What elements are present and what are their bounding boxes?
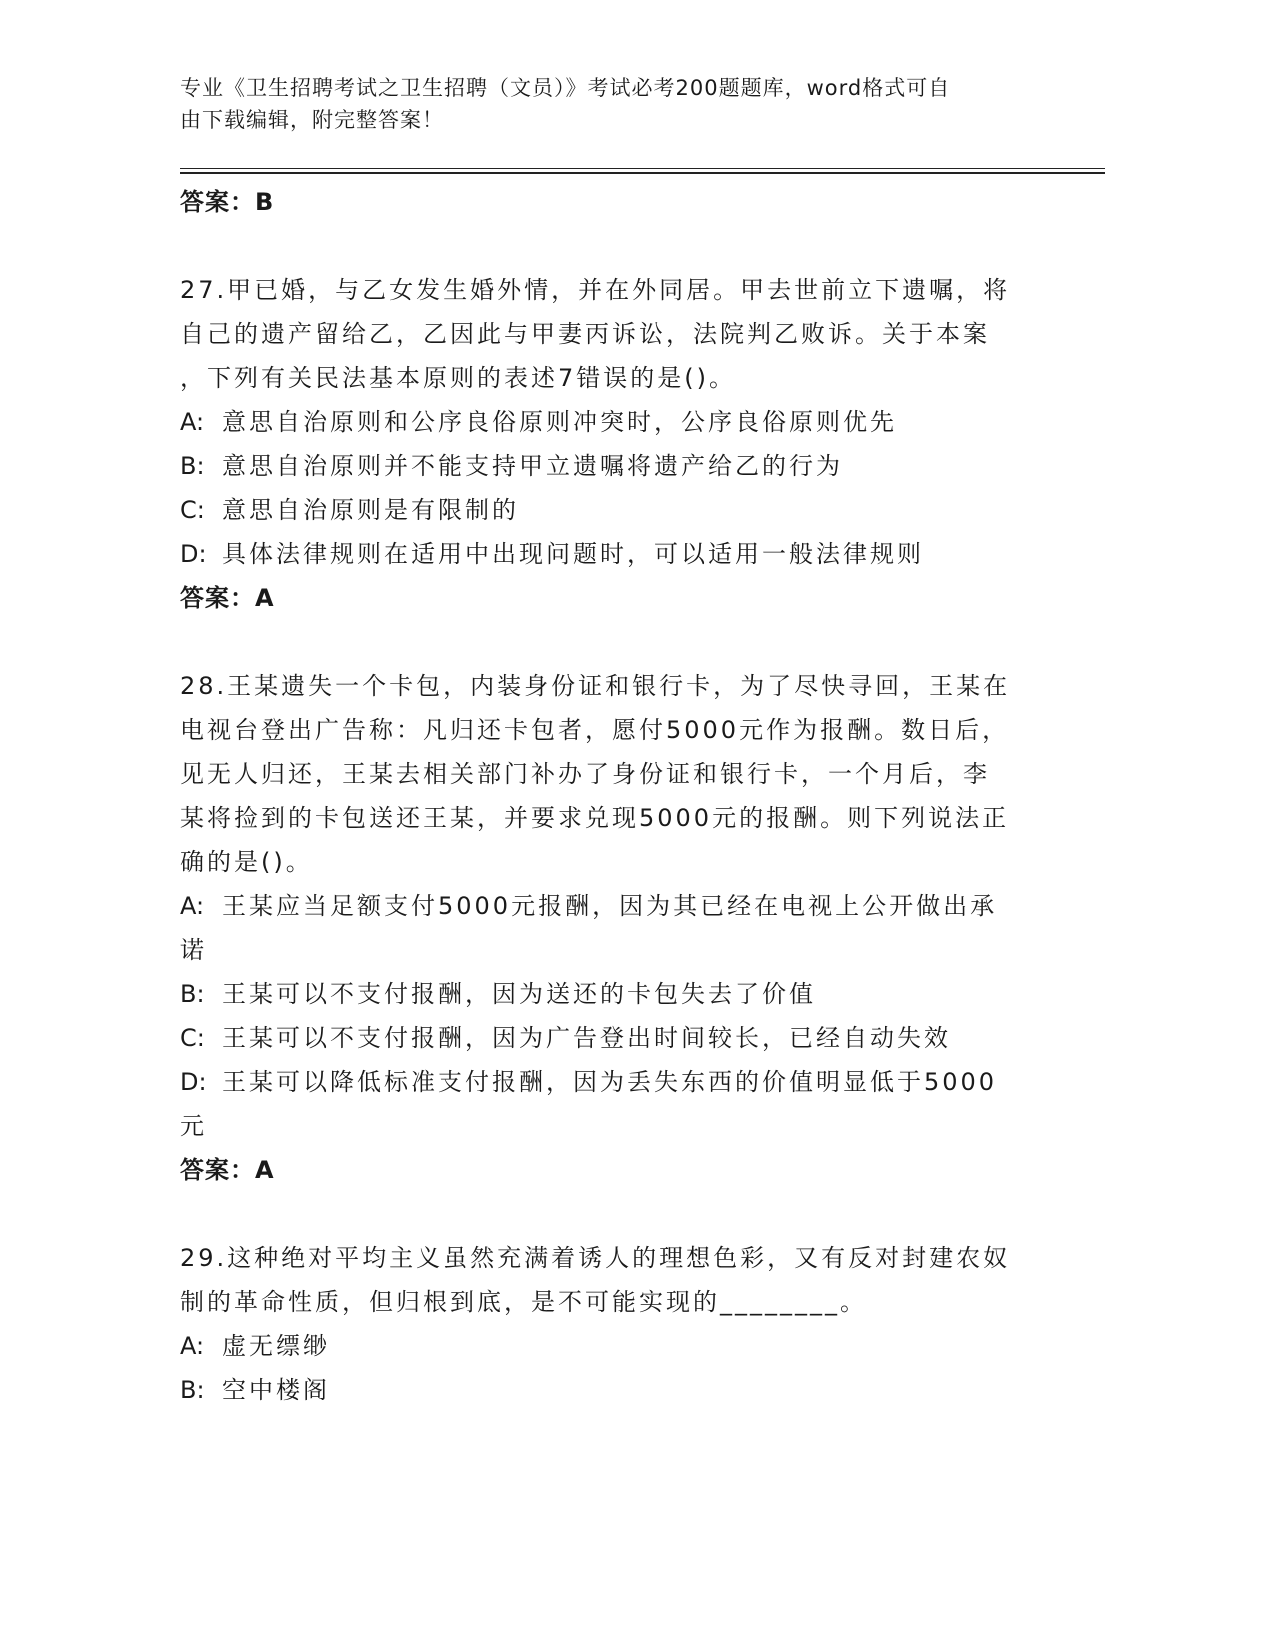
question-line: 制的革命性质，但归根到底，是不可能实现的________。 xyxy=(180,1288,867,1316)
option-text: 空中楼阁 xyxy=(222,1376,330,1404)
option-a xyxy=(180,884,1040,928)
header-rule-thin xyxy=(180,168,1105,169)
header-line-1: 专业《卫生招聘考试之卫生招聘（文员）》考试必考200题题库，word格式可自 xyxy=(180,76,951,100)
option-d xyxy=(180,1060,1040,1104)
option-text: 意思自治原则是有限制的 xyxy=(222,496,519,524)
option-letter: D: xyxy=(180,1068,207,1096)
option-d-continuation: 元 xyxy=(180,1112,207,1140)
option-letter: A: xyxy=(180,1332,205,1360)
document-body xyxy=(180,180,1040,1412)
option-text: 王某可以不支付报酬，因为广告登出时间较长，已经自动失效 xyxy=(222,1024,951,1052)
option-b xyxy=(180,972,1040,1016)
option-c xyxy=(180,488,1040,532)
question-line: 28.王某遗失一个卡包，内装身份证和银行卡，为了尽快寻回，王某在 xyxy=(180,672,1011,700)
option-letter: B: xyxy=(180,980,205,1008)
option-b xyxy=(180,1368,1040,1412)
question-line: 某将捡到的卡包送还王某，并要求兑现5000元的报酬。则下列说法正 xyxy=(180,804,1010,832)
option-text: 意思自治原则并不能支持甲立遗嘱将遗产给乙的行为 xyxy=(222,452,843,480)
option-letter: C: xyxy=(180,1024,205,1052)
question-28 xyxy=(180,664,1040,1192)
option-letter: C: xyxy=(180,496,205,524)
header-line-2: 由下载编辑，附完整答案！ xyxy=(180,108,444,132)
question-line: 电视台登出广告称：凡归还卡包者，愿付5000元作为报酬。数日后， xyxy=(180,716,1010,744)
question-line: 自己的遗产留给乙，乙因此与甲妻丙诉讼，法院判乙败诉。关于本案 xyxy=(180,320,990,348)
spacer xyxy=(180,224,1040,268)
question-line: ，下列有关民法基本原则的表述7错误的是()。 xyxy=(180,364,736,392)
header-rule-thick xyxy=(180,172,1105,174)
option-a xyxy=(180,1324,1040,1368)
option-letter: B: xyxy=(180,452,205,480)
option-letter: D: xyxy=(180,540,207,568)
option-d xyxy=(180,532,1040,576)
option-text: 虚无缥缈 xyxy=(222,1332,330,1360)
question-line: 确的是()。 xyxy=(180,848,313,876)
page-header xyxy=(180,72,1040,136)
previous-answer: 答案：B xyxy=(180,188,275,216)
option-c xyxy=(180,1016,1040,1060)
question-line: 见无人归还，王某去相关部门补办了身份证和银行卡，一个月后，李 xyxy=(180,760,990,788)
option-text: 意思自治原则和公序良俗原则冲突时，公序良俗原则优先 xyxy=(222,408,897,436)
spacer xyxy=(180,1192,1040,1236)
answer-line: 答案：A xyxy=(180,1156,275,1184)
option-letter: B: xyxy=(180,1376,205,1404)
answer-line: 答案：A xyxy=(180,584,275,612)
option-letter: A: xyxy=(180,892,205,920)
option-text: 王某可以降低标准支付报酬，因为丢失东西的价值明显低于5000 xyxy=(222,1068,998,1096)
option-letter: A: xyxy=(180,408,205,436)
option-a xyxy=(180,400,1040,444)
question-29 xyxy=(180,1236,1040,1412)
spacer xyxy=(180,620,1040,664)
option-text: 王某可以不支付报酬，因为送还的卡包失去了价值 xyxy=(222,980,816,1008)
question-27 xyxy=(180,268,1040,620)
question-line: 29.这种绝对平均主义虽然充满着诱人的理想色彩，又有反对封建农奴 xyxy=(180,1244,1011,1272)
question-line: 27.甲已婚，与乙女发生婚外情，并在外同居。甲去世前立下遗嘱，将 xyxy=(180,276,1011,304)
option-text: 具体法律规则在适用中出现问题时，可以适用一般法律规则 xyxy=(222,540,924,568)
option-a-continuation: 诺 xyxy=(180,936,207,964)
option-b xyxy=(180,444,1040,488)
option-text: 王某应当足额支付5000元报酬，因为其已经在电视上公开做出承 xyxy=(222,892,998,920)
